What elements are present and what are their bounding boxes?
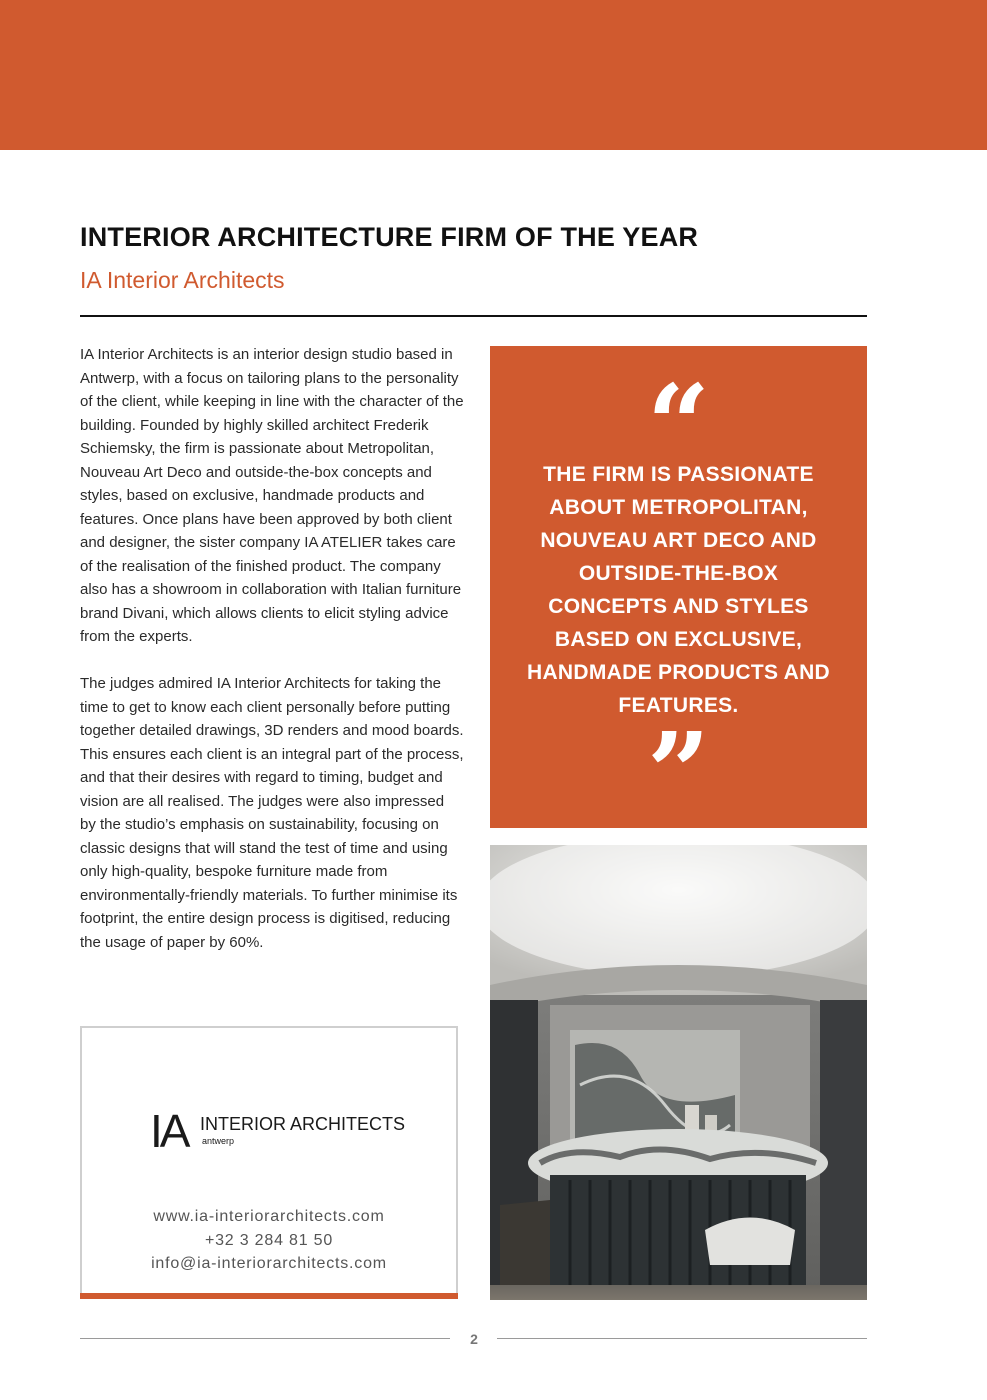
logo-mark: IA: [150, 1105, 188, 1157]
website-link[interactable]: www.ia-interiorarchitects.com: [153, 1208, 385, 1225]
contact-card-accent-bar: [80, 1293, 458, 1299]
contact-details: [82, 1205, 456, 1276]
title-divider: [80, 315, 867, 317]
open-quote-icon: “: [646, 360, 711, 489]
close-quote-icon: ”: [646, 708, 711, 837]
pull-quote-text: THE FIRM IS PASSIONATE ABOUT METROPOLITAN, NOUVEAU ART DECO AND OUTSIDE-THE-BOX CONCEPTS AND STYLES BASED ON EXCLUSIVE, HANDMADE PRODUCTS AND FEATURES.: [526, 463, 831, 717]
article-paragraph: The judges admired IA Interior Architects for taking the time to get to know each client personally before putting together detailed drawings, 3D renders and mood boards. This ensures each client is an integral part of the process, and that their desires with regard to timing, budget and vision are all realised. The judges were also impressed by the studio’s emphasis on sustainability, focusing on classic designs that will stand the test of time and using only high-quality, bespoke furniture made from environmentally-friendly materials. To further minimise its footprint, the entire design process is digitised, reducing the usage of paper by 60%.: [80, 675, 464, 951]
page-number: 2: [470, 1331, 478, 1347]
top-color-band: [0, 0, 987, 150]
page-title: INTERIOR ARCHITECTURE FIRM OF THE YEAR: [80, 222, 699, 252]
interior-photo: [490, 845, 867, 1300]
footer-rule-right: [497, 1338, 867, 1339]
logo-city: antwerp: [202, 1136, 235, 1146]
footer-rule-left: [80, 1338, 450, 1339]
article-paragraph: IA Interior Architects is an interior design studio based in Antwerp, with a focus on tailoring plans to the personality of the client, while keeping in line with the character of the building. Founded by highly skilled architect Frederik Schiemsky, the firm is passionate about Metropolitan, Nouveau Art Deco and outside-the-box concepts and styles, based on exclusive, handmade products and features. Once plans have been approved by both client and designer, the sister company IA ATELIER takes care of the realisation of the finished product. The company also has a showroom in collaboration with Italian furniture brand Divani, which allows clients to elicit styling advice from the experts.: [80, 346, 464, 645]
interior-photo-illustration: [490, 845, 867, 1300]
email-link[interactable]: info@ia-interiorarchitects.com: [151, 1255, 387, 1272]
contact-card: [80, 1026, 458, 1295]
logo-name: INTERIOR ARCHITECTS: [200, 1114, 406, 1134]
company-logo: [150, 1105, 410, 1168]
article-body: [80, 343, 464, 978]
page-subtitle: IA Interior Architects: [80, 267, 285, 293]
pull-quote-box: [490, 346, 867, 837]
phone-number[interactable]: +32 3 284 81 50: [204, 1231, 334, 1249]
